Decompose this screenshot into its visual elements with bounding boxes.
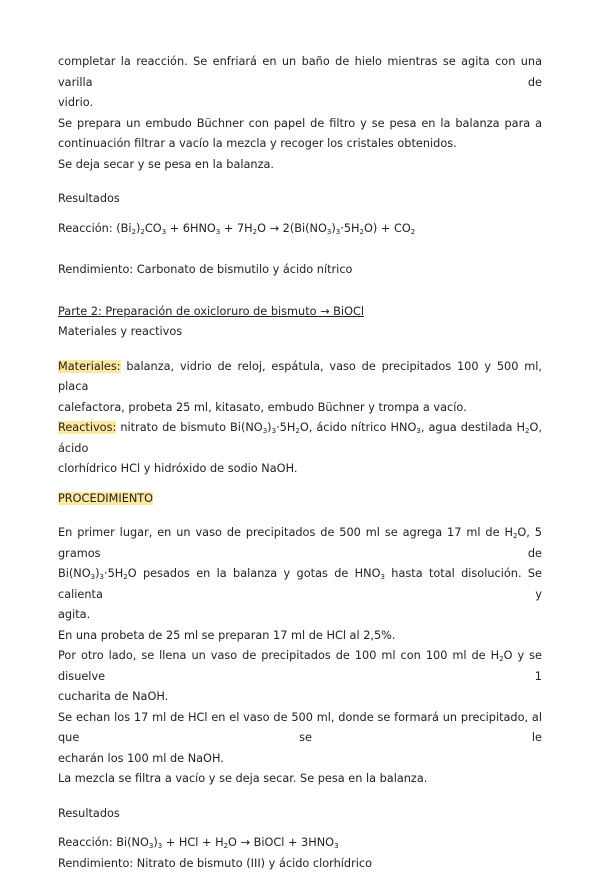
- materiales-line-2: calefactora, probeta 25 ml, kitasato, embudo Büchner y trompa a vacío.: [58, 398, 542, 419]
- materiales-line-1: Materiales: balanza, vidrio de reloj, espátula, vaso de precipitados 100 y 500 ml, placa: [58, 357, 542, 398]
- proc-line-2: $Bi(NO_3)_3\cdot 5H_2O$ pesados en la balanza y gotas de $HNO_3$ hasta total disolución. Se calienta y: [58, 564, 542, 605]
- proc-line-1: En primer lugar, en un vaso de precipitados de 500 ml se agrega 17 ml de $H_2O$, 5 gramos de: [58, 523, 542, 564]
- intro-line-1: completar la reacción. Se enfriará en un baño de hielo mientras se agita con una varilla de: [58, 52, 542, 93]
- intro-line-4: continuación filtrar a vacío la mezcla y recoger los cristales obtenidos.: [58, 134, 542, 155]
- reaccion-2: Reacción: $Bi(NO_3)_3$ + HCl + $H_2O$ → BiOCl + $3HNO_3$: [58, 833, 542, 854]
- reaccion-1: Reacción: $(Bi_2)_2CO_3 + 6HNO_3 + 7H_2O \to 2(Bi(NO_3)_3\cdot 5H_2O) + CO_2$: [58, 219, 542, 240]
- procedimiento-heading: PROCEDIMIENTO: [58, 489, 542, 510]
- reactivos-line-1: Reactivos: nitrato de bismuto $Bi(NO_3)_3\cdot 5H_2O$, ácido nítrico $HNO_3$, agua destilada $H_2O$, ácido: [58, 418, 542, 459]
- rendimiento-2: Rendimiento: Nitrato de bismuto (III) y ácido clorhídrico: [58, 854, 542, 874]
- reactivos-label: Reactivos:: [58, 421, 116, 434]
- materiales-label: Materiales:: [58, 360, 121, 373]
- proc-line-4: En una probeta de 25 ml se preparan 17 ml de HCl al 2,5%.: [58, 626, 542, 647]
- proc-line-6: cucharita de NaOH.: [58, 687, 542, 708]
- resultados-heading-2: Resultados: [58, 804, 542, 825]
- proc-line-5: Por otro lado, se llena un vaso de precipitados de 100 ml con 100 ml de $H_2O$ y se disuelve 1: [58, 646, 542, 687]
- proc-line-3: agita.: [58, 605, 542, 626]
- rendimiento-1: Rendimiento: Carbonato de bismutilo y ácido nítrico: [58, 260, 542, 281]
- materiales-reactivos-heading: Materiales y reactivos: [58, 322, 542, 343]
- proc-line-8: echarán los 100 ml de NaOH.: [58, 749, 542, 770]
- document-page: [58, 52, 542, 874]
- reactivos-line-2: clorhídrico HCl y hidróxido de sodio NaOH.: [58, 459, 542, 480]
- intro-line-3: Se prepara un embudo Büchner con papel de filtro y se pesa en la balanza para a: [58, 114, 542, 135]
- resultados-heading-1: Resultados: [58, 189, 542, 210]
- proc-line-9: La mezcla se filtra a vacío y se deja secar. Se pesa en la balanza.: [58, 769, 542, 790]
- section-title-parte-2: Parte 2: Preparación de oxicloruro de bismuto → BiOCl: [58, 302, 542, 323]
- proc-line-7: Se echan los 17 ml de HCl en el vaso de 500 ml, donde se formará un precipitado, al que se le: [58, 708, 542, 749]
- intro-line-2: vidrio.: [58, 93, 542, 114]
- intro-line-5: Se deja secar y se pesa en la balanza.: [58, 155, 542, 176]
